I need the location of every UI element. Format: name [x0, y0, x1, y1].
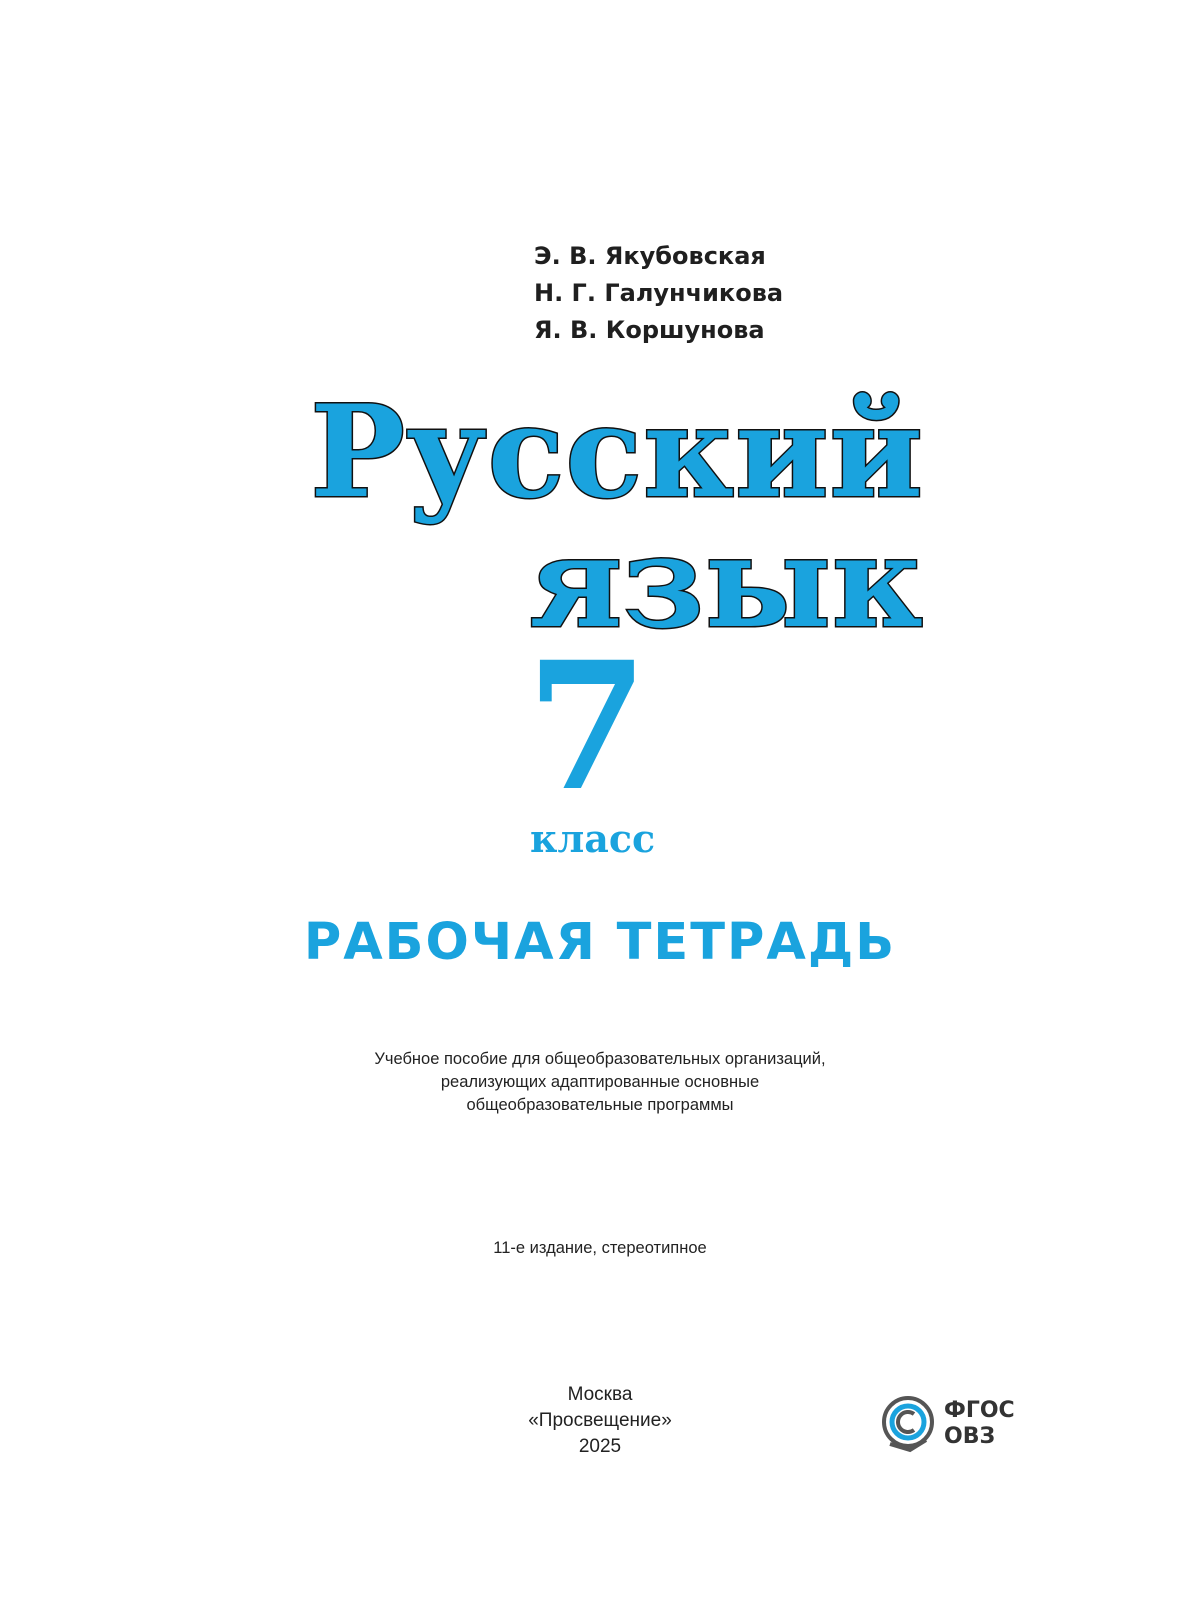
- grade-number: 7: [526, 623, 649, 830]
- authors-list: [534, 238, 783, 349]
- book-title-line-2: язык: [529, 508, 924, 656]
- grade-label: класс: [530, 816, 656, 861]
- fgos-badge: [880, 1392, 1030, 1456]
- fgos-text: [944, 1398, 1015, 1450]
- imprint-publisher: «Просвещение»: [528, 1410, 672, 1431]
- description-line: общеобразовательные программы: [466, 1096, 734, 1114]
- author-name: Н. Г. Галунчикова: [534, 279, 784, 307]
- description-line: реализующих адаптированные основные: [440, 1073, 760, 1091]
- author-name: Э. В. Якубовская: [534, 242, 766, 270]
- description: [300, 1048, 900, 1117]
- edition-note: 11-е издание, стереотипное: [493, 1239, 707, 1257]
- imprint-city: Москва: [567, 1384, 633, 1405]
- fgos-line-2: ОВЗ: [944, 1424, 996, 1449]
- workbook-label: РАБОЧАЯ ТЕТРАДЬ: [303, 913, 897, 972]
- imprint-year: 2025: [578, 1436, 622, 1457]
- fgos-line-1: ФГОС: [944, 1398, 1015, 1423]
- description-line: Учебное пособие для общеобразовательных организаций,: [374, 1050, 826, 1068]
- book-title-line-1: Русский: [310, 378, 924, 526]
- author-name: Я. В. Коршунова: [534, 316, 765, 344]
- imprint: [500, 1382, 700, 1460]
- fgos-logo-icon: [880, 1392, 940, 1456]
